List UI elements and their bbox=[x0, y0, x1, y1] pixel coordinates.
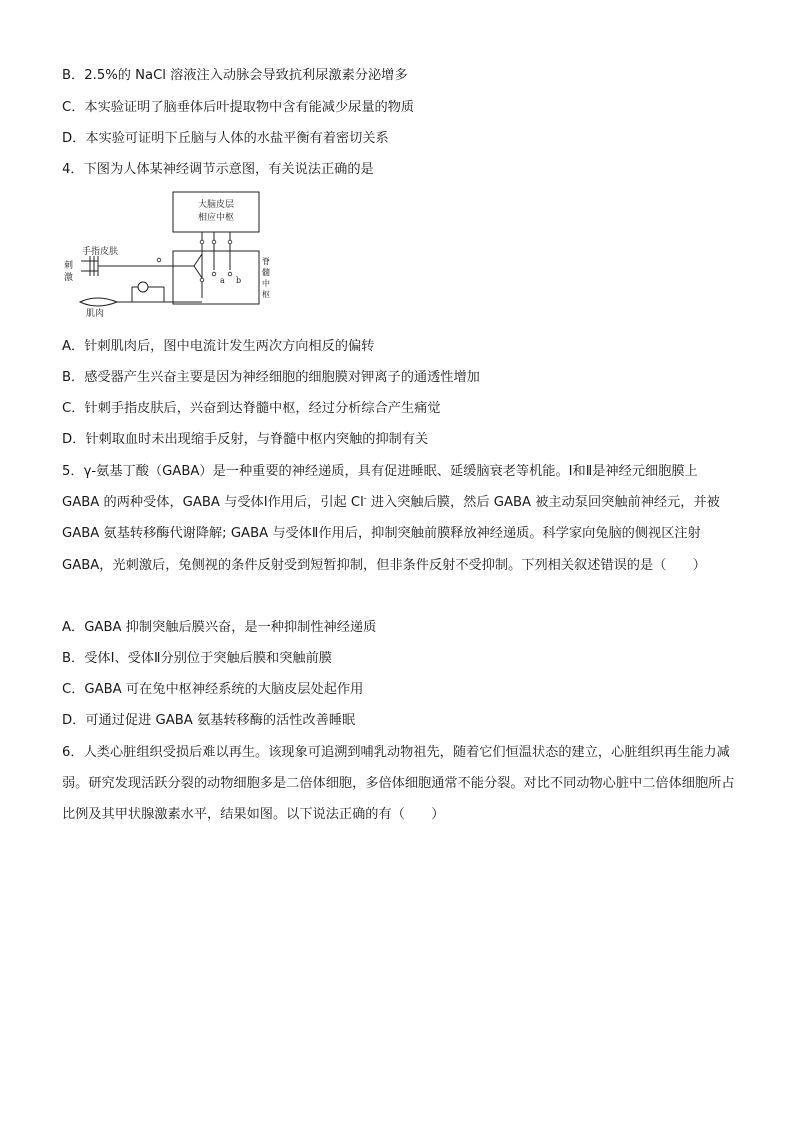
q4-option-b: B．感受器产生兴奋主要是因为神经细胞的细胞膜对钾离子的通透性增加 bbox=[62, 370, 480, 385]
galvanometer bbox=[138, 282, 148, 292]
neural-regulation-diagram bbox=[62, 190, 282, 320]
q5-option-a: A．GABA 抑制突触后膜兴奋，是一种抑制性神经递质 bbox=[62, 620, 377, 635]
q5-stem-part-2: 进入突触后膜，然后 GABA 被主动泵回突触前神经元，并被 GABA 氨基转移酶代谢降解; GABA 与受体Ⅱ作用后，抑制突触前膜释放神经递质。科学家向兔脑的侧视区注射 GABA，光刺激后，兔侧视的条件反射受到短暂抑制，但非条件反射不受抑制。下列相关叙述错误的是（ ） bbox=[62, 495, 720, 573]
stimulus-label-1: 刺 bbox=[64, 261, 74, 271]
q4-option-a: A．针刺肌肉后，图中电流计发生两次方向相反的偏转 bbox=[62, 339, 375, 354]
q4-option-d: D．针刺取血时未出现缩手反射，与脊髓中枢内突触的抑制有关 bbox=[62, 432, 429, 447]
q5-option-d: D．可通过促进 GABA 氨基转移酶的活性改善睡眠 bbox=[62, 713, 356, 728]
q5-stem-part-1: 5．γ-氨基丁酸（GABA）是一种重要的神经递质，具有促进睡眠、延缓脑衰老等机能。Ⅰ和Ⅱ是神经元细胞膜上 GABA 的两种受体，GABA 与受体Ⅰ作用后，引起 Cl bbox=[62, 464, 698, 511]
muscle-label: 肌肉 bbox=[86, 309, 105, 319]
chloride-charge: - bbox=[363, 493, 367, 503]
spinal-label-4: 枢 bbox=[262, 290, 270, 299]
stimulus-label-2: 激 bbox=[64, 273, 74, 283]
q3-option-c: C．本实验证明了脑垂体后叶提取物中含有能减少尿量的物质 bbox=[62, 100, 415, 115]
muscle-shape bbox=[80, 298, 117, 306]
cortex-label-2: 相应中枢 bbox=[197, 213, 235, 223]
q6-stem: 6．人类心脏组织受损后难以再生。该现象可追溯到哺乳动物祖先，随着它们恒温状态的建立，心脏组织再生能力减弱。研究发现活跃分裂的动物细胞多是二倍体细胞，多倍体细胞通常不能分裂。对比不同动物心脏中二倍体细胞所占比例及其甲状腺激素水平，结果如图。以下说法正确的有（ ） bbox=[62, 745, 735, 823]
q5-option-c: C．GABA 可在兔中枢神经系统的大脑皮层处起作用 bbox=[62, 682, 364, 697]
spinal-label-2: 髓 bbox=[262, 268, 270, 277]
point-b-label: b bbox=[236, 276, 242, 285]
spinal-label-1: 脊 bbox=[262, 257, 270, 266]
q5-option-b: B．受体Ⅰ、受体Ⅱ分别位于突触后膜和突触前膜 bbox=[62, 651, 332, 666]
spinal-label-3: 中 bbox=[262, 279, 270, 288]
q3-option-d: D．本实验可证明下丘脑与人体的水盐平衡有着密切关系 bbox=[62, 131, 389, 146]
q5-stem bbox=[62, 456, 738, 581]
q3-option-b: B．2.5%的 NaCl 溶液注入动脉会导致抗利尿激素分泌增多 bbox=[62, 68, 408, 83]
q4-stem: 4．下图为人体某神经调节示意图，有关说法正确的是 bbox=[62, 162, 374, 177]
spinal-cord-box bbox=[173, 251, 259, 304]
cortex-label-1: 大脑皮层 bbox=[197, 200, 235, 210]
skin-label: 手指皮肤 bbox=[82, 247, 119, 257]
point-a-label: a bbox=[220, 276, 225, 285]
q4-option-c: C．针刺手指皮肤后，兴奋到达脊髓中枢，经过分析综合产生痛觉 bbox=[62, 401, 441, 416]
cortex-box bbox=[173, 192, 259, 232]
